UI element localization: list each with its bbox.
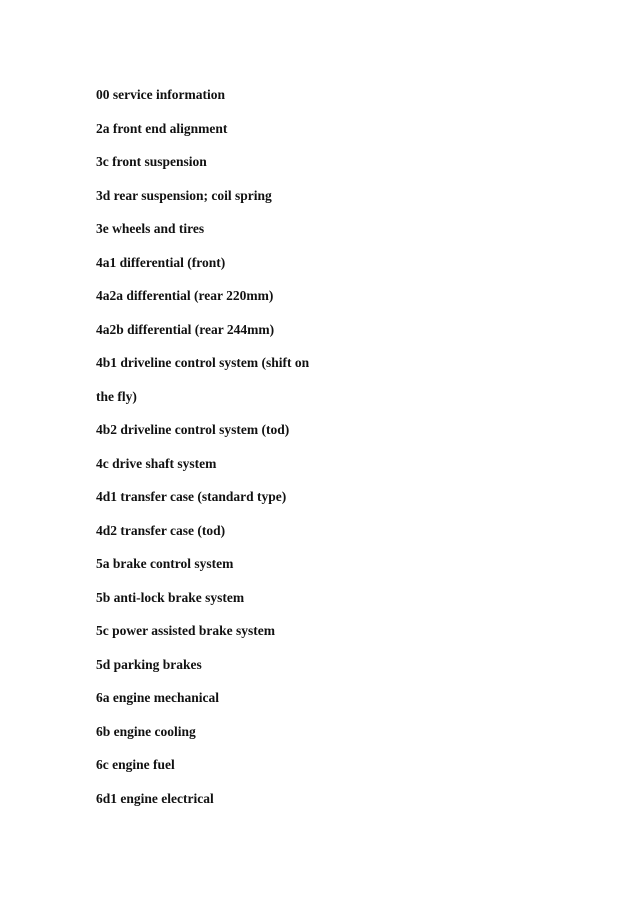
section-line: 6b engine cooling [96, 723, 196, 739]
section-line: 3d rear suspension; coil spring [96, 187, 272, 203]
section-line: 4d1 transfer case (standard type) [96, 489, 287, 504]
section-line: 5d parking brakes [96, 656, 202, 672]
section-line: 4c drive shaft system [96, 455, 217, 471]
section-line: 3c front suspension [96, 154, 207, 169]
section-line: 4b1 driveline control system (shift on [96, 355, 310, 370]
section-line: 2a front end alignment [96, 120, 228, 136]
section-line: 5a brake control system [96, 556, 234, 571]
section-line: 6d1 engine electrical [96, 790, 214, 806]
section-line: 4b2 driveline control system (tod) [96, 422, 290, 437]
section-line: 5b anti-lock brake system [96, 589, 245, 605]
section-line: 4a2b differential (rear 244mm) [96, 321, 275, 337]
section-line: 4a2a differential (rear 220mm) [96, 288, 274, 303]
section-line: 3e wheels and tires [96, 221, 205, 236]
section-line: 00 service information [96, 87, 225, 102]
section-line: 5c power assisted brake system [96, 623, 275, 638]
section-line: 6a engine mechanical [96, 690, 219, 705]
section-line: 4d2 transfer case (tod) [96, 522, 226, 538]
section-line-continuation: the fly) [96, 388, 137, 404]
section-line: 6c engine fuel [96, 757, 175, 772]
section-list [96, 87, 309, 824]
section-line: 4a1 differential (front) [96, 254, 226, 270]
